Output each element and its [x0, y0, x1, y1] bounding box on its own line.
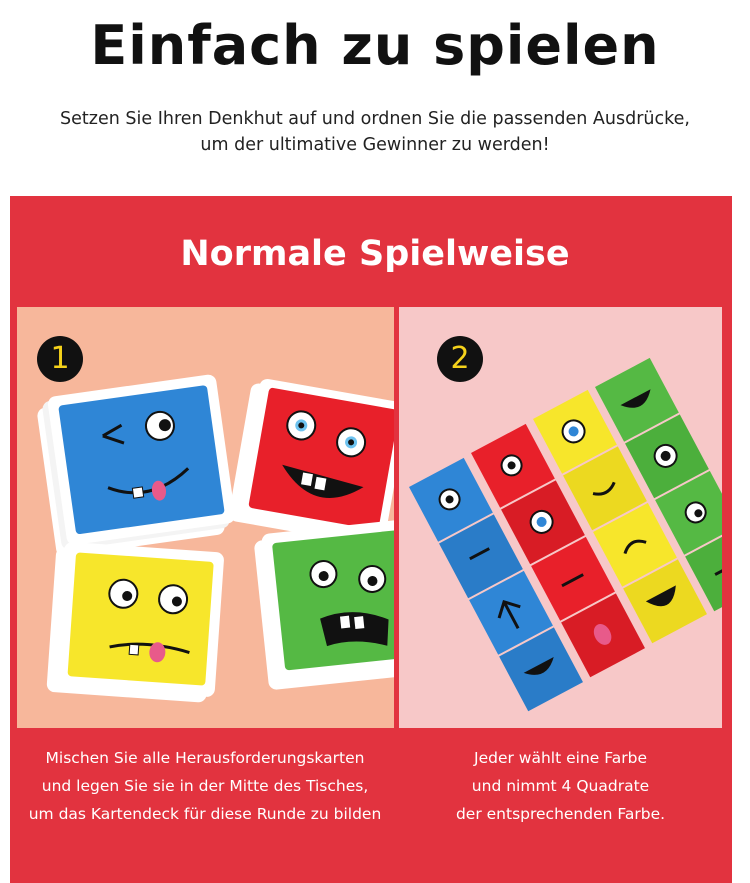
step-1-badge: 1 — [37, 336, 83, 382]
page-subtitle — [20, 106, 730, 158]
caption-line: und nimmt 4 Quadrate — [471, 777, 650, 795]
subtitle-line: Setzen Sie Ihren Denkhut auf und ordnen Sie die passenden Ausdrücke, — [60, 109, 690, 129]
page-title: Einfach zu spielen — [90, 14, 660, 77]
caption-line: Mischen Sie alle Herausforderungskarten — [45, 749, 365, 767]
caption-line: der entsprechenden Farbe. — [455, 805, 666, 823]
section-title: Normale Spielweise — [180, 234, 570, 274]
caption-line: Jeder wählt eine Farbe — [474, 749, 647, 767]
subtitle-line: um der ultimative Gewinner zu werden! — [200, 135, 550, 155]
step-1-caption — [10, 744, 400, 828]
caption-line: um das Kartendeck für diese Runde zu bilden — [28, 805, 382, 823]
step-2-caption — [398, 744, 723, 828]
caption-line: und legen Sie sie in der Mitte des Tisches, — [41, 777, 369, 795]
step-2-badge: 2 — [437, 336, 483, 382]
